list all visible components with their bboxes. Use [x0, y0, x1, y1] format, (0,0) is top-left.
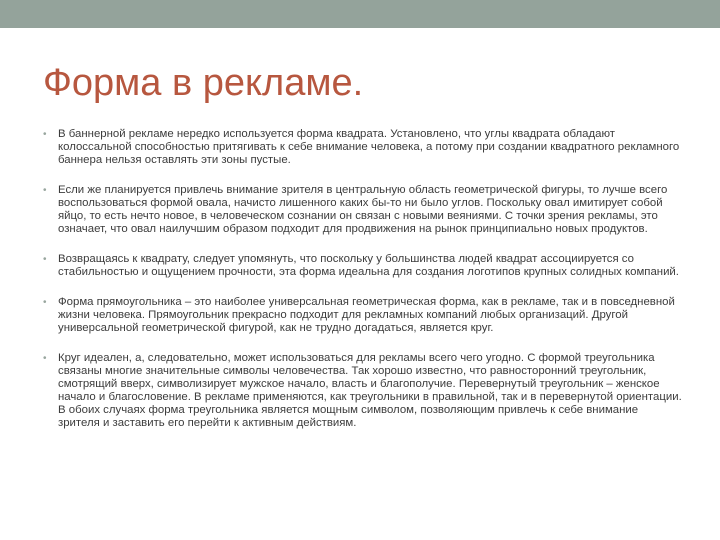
bullet-item-3: [43, 253, 683, 279]
bullet-marker-icon: •: [43, 254, 47, 265]
bullet-item-5: [43, 352, 683, 430]
bullet-marker-icon: •: [43, 297, 47, 308]
top-color-band: [0, 0, 720, 28]
bullet-marker-icon: •: [43, 353, 47, 364]
bullet-item-2: [43, 184, 683, 236]
bullet-text: Возвращаясь к квадрату, следует упомянуть, что поскольку у большинства людей квадрат ассоциируется со стабильностью и ощущением прочности, эта форма идеальна для создания логотипов крупных солидных компаний.: [58, 253, 679, 278]
bullet-text: Круг идеален, а, следовательно, может использоваться для рекламы всего чего угодно. С формой треугольника связаны многие значительные символы человечества. Так хорошо известно, что равносторонний треугольник, смотрящий вверх, символизирует мужское начало, власть и благополучие. Перевернутый треугольник – женское начало и благословение. В рекламе применяются, как треугольники в правильной, так и в перевернутой ориентации. В обоих случаях форма треугольника является мощным символом, позволяющим привлечь к себе внимание зрителя и заставить его перейти к активным действиям.: [58, 352, 682, 429]
bullet-marker-icon: •: [43, 129, 47, 140]
bullet-list: [43, 128, 683, 447]
bullet-item-1: [43, 128, 683, 167]
bullet-text: Форма прямоугольника – это наиболее универсальная геометрическая форма, как в рекламе, так и в повседневной жизни человека. Прямоугольник прекрасно подходит для рекламных компаний любых организаций. Другой универсальной геометрической фигурой, как не трудно догадаться, является круг.: [58, 296, 675, 334]
bullet-text: В баннерной рекламе нередко используется форма квадрата. Установлено, что углы квадрата обладают колоссальной способностью притягивать к себе внимание человека, а потому при создании квадратного рекламного баннера нельзя оставлять эти зоны пустые.: [58, 128, 680, 166]
bullet-text: Если же планируется привлечь внимание зрителя в центральную область геометрической фигуры, то лучше всего воспользоваться формой овала, начисто лишенного каких бы-то ни было углов. Поскольку овал имитирует собой яйцо, то есть нечто новое, в человеческом сознании он связан с новыми веяниями. С точки зрения рекламы, это означает, что овал наилучшим образом подходит для продвижения на рынок принципиально новых продуктов.: [58, 184, 668, 235]
bullet-marker-icon: •: [43, 185, 47, 196]
slide-title: Форма в рекламе.: [43, 62, 364, 104]
bullet-item-4: [43, 296, 683, 335]
